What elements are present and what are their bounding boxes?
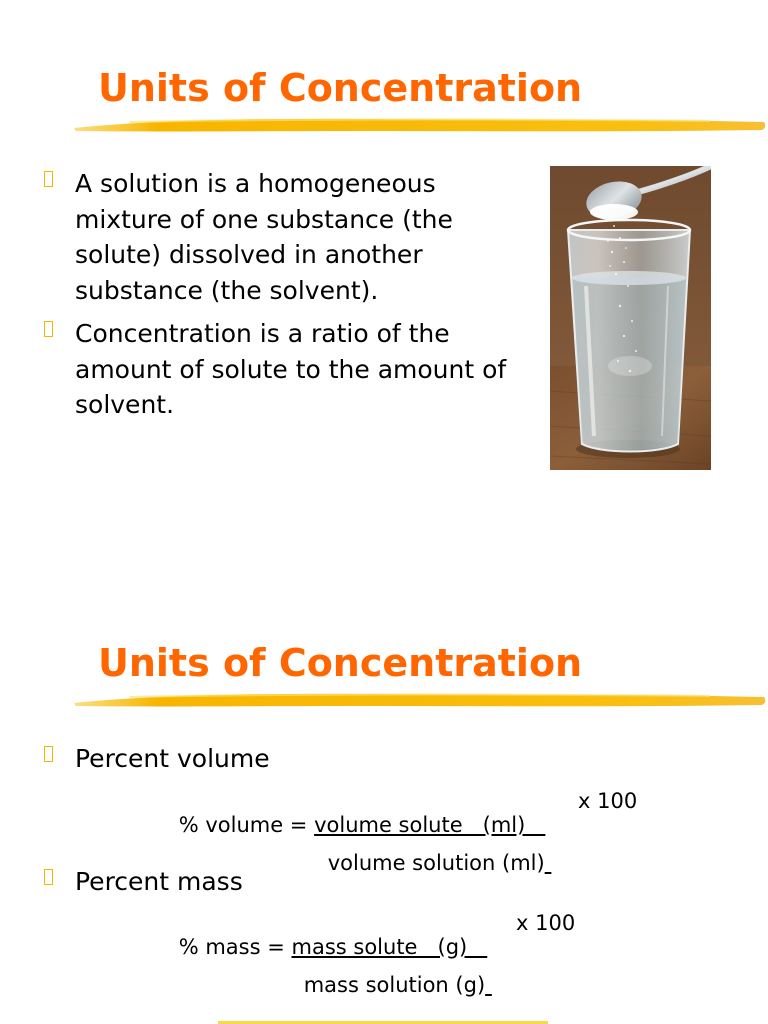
formula-denominator	[301, 827, 551, 899]
bullet-text: Percent volume	[75, 744, 270, 773]
bullet-marker-icon	[44, 321, 53, 337]
brush-stroke-underline	[70, 685, 768, 715]
formula-denominator	[277, 949, 492, 1021]
bullet-item	[44, 166, 514, 308]
bullet-marker-icon	[44, 869, 53, 885]
sugar-glass-photo	[550, 166, 711, 470]
formula-denominator-text: volume solution (ml)	[327, 851, 545, 875]
slide-2	[0, 573, 768, 1024]
bullet-marker-icon	[44, 171, 53, 187]
formula-multiplier: x 100	[578, 789, 638, 813]
bullet-item	[44, 316, 514, 423]
bullet-marker-icon	[44, 746, 53, 762]
formula-numerator: volume solute (ml)	[314, 813, 546, 837]
formula-multiplier: x 100	[516, 911, 576, 935]
formula-label: % volume =	[178, 813, 315, 837]
formula-numerator: mass solute (g)	[291, 935, 488, 959]
slide-2-title: Units of Concentration	[98, 641, 583, 685]
formula-denominator-text: mass solution (g)	[303, 973, 486, 997]
slide-1-bullet-list	[44, 166, 514, 423]
brush-stroke-underline	[70, 110, 768, 140]
bullet-text: A solution is a homogeneous mixture of one substance (the solute) dissolved in another substance (the solvent).	[75, 169, 453, 305]
formula-label: % mass =	[178, 935, 292, 959]
formula-denominator-tail	[545, 851, 552, 875]
bullet-item	[44, 741, 270, 777]
bullet-text: Percent mass	[75, 867, 243, 896]
slide-1-title: Units of Concentration	[98, 66, 583, 110]
formula-denominator-tail	[485, 973, 492, 997]
bullet-item	[44, 864, 243, 900]
bullet-text: Concentration is a ratio of the amount of solute to the amount of solvent.	[75, 319, 507, 419]
